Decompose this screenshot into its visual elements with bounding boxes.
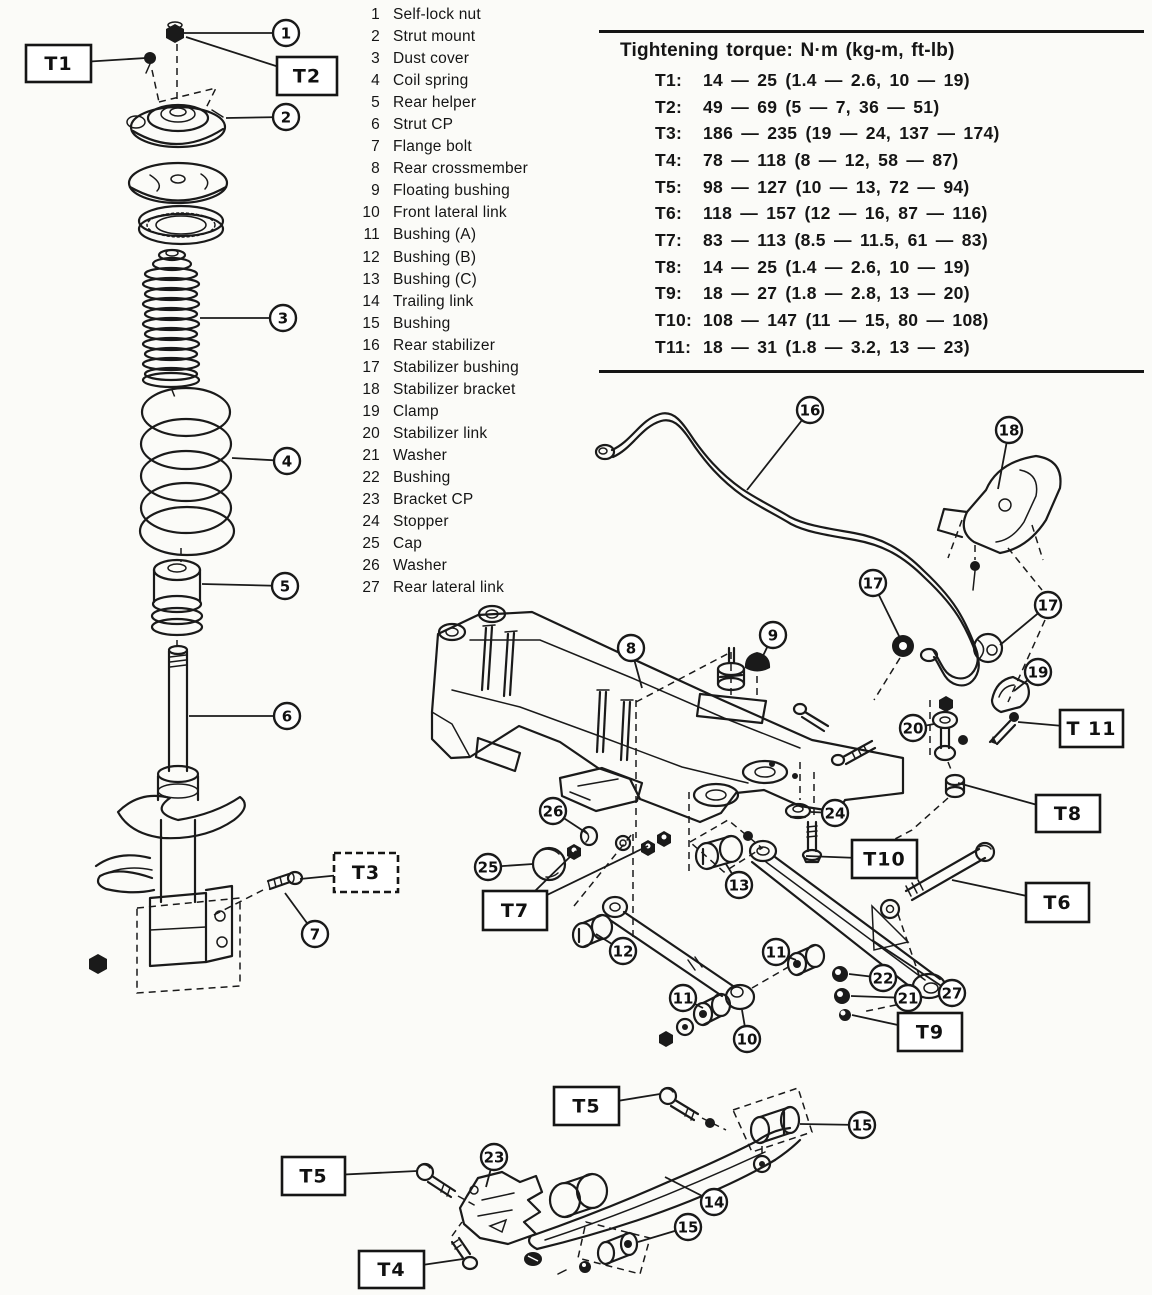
part-name: Floating bushing <box>393 182 510 200</box>
bushing-15a-drawing <box>733 1088 812 1172</box>
parts-list-item <box>354 467 528 489</box>
part-name: Bushing <box>393 314 451 332</box>
t5-left-bolt-drawing <box>417 1164 476 1206</box>
callout-number: 17 <box>1037 596 1059 615</box>
cap-drawing <box>533 848 565 880</box>
part-name: Bracket CP <box>393 491 474 509</box>
torque-label-text: T 11 <box>1066 718 1117 740</box>
strut-mount-drawing <box>127 105 225 147</box>
part-name: Front lateral link <box>393 204 507 222</box>
part-number: 4 <box>371 72 380 90</box>
part-number: 6 <box>371 116 380 134</box>
parts-list-item <box>354 48 528 70</box>
part-name: Flange bolt <box>393 138 472 156</box>
callout-number: 9 <box>767 626 779 645</box>
washer-26-drawing <box>567 827 671 860</box>
torque-row <box>655 307 1144 334</box>
parts-list-item <box>354 114 528 136</box>
parts-list-item <box>354 357 528 379</box>
callout-number: 7 <box>309 925 321 944</box>
parts-list <box>354 4 528 599</box>
part-name: Bushing <box>393 468 451 486</box>
torque-label-text: T10 <box>863 848 906 871</box>
parts-list-item <box>354 533 528 555</box>
torque-table-title: Tightening torque: N·m (kg-m, ft-lb) <box>620 40 955 61</box>
part-name: Cap <box>393 535 423 553</box>
floating-bushing-drawing <box>745 652 770 672</box>
callout-number: 25 <box>477 858 499 877</box>
part-number: 10 <box>362 204 380 222</box>
torque-row-value: 49 — 69 (5 — 7, 36 — 51) <box>703 96 940 117</box>
part-name: Trailing link <box>393 292 474 310</box>
clamp-drawing <box>990 677 1029 745</box>
part-name: Dust cover <box>393 50 470 68</box>
part-number: 20 <box>362 424 380 442</box>
part-number: 25 <box>362 535 380 553</box>
part-name: Rear helper <box>393 94 477 112</box>
part-number: 12 <box>362 248 380 266</box>
torque-row-label: T4: <box>655 149 683 170</box>
part-number: 15 <box>362 314 380 332</box>
part-number: 5 <box>371 94 380 112</box>
torque-row-value: 83 — 113 (8.5 — 11.5, 61 — 83) <box>703 229 988 250</box>
parts-list-item <box>354 401 528 423</box>
torque-row-value: 18 — 27 (1.8 — 2.8, 13 — 20) <box>703 283 970 304</box>
part-name: Rear lateral link <box>393 579 505 597</box>
torque-row-value: 98 — 127 (10 — 13, 72 — 94) <box>703 176 970 197</box>
torque-row <box>655 334 1144 361</box>
part-number: 11 <box>363 226 380 244</box>
torque-table <box>599 30 1144 373</box>
washer-stack-drawing <box>832 966 851 1021</box>
torque-label-text: T9 <box>915 1021 945 1044</box>
torque-label-text: T8 <box>1053 803 1083 825</box>
callout-number: 10 <box>736 1030 758 1049</box>
callout-number: 24 <box>824 804 846 823</box>
part-name: Strut CP <box>393 116 454 134</box>
callout-number: 23 <box>483 1148 505 1167</box>
part-name: Washer <box>393 557 448 575</box>
bushing-15b-drawing <box>558 1233 637 1274</box>
torque-row-label: T8: <box>655 256 683 277</box>
torque-row-value: 118 — 157 (12 — 16, 87 — 116) <box>703 203 988 224</box>
part-name: Washer <box>393 446 448 464</box>
torque-label-text: T7 <box>500 900 530 922</box>
torque-row-label: T1: <box>655 69 683 90</box>
part-name: Clamp <box>393 402 439 420</box>
part-number: 3 <box>371 50 380 68</box>
part-name: Stabilizer bracket <box>393 380 516 398</box>
parts-list-item <box>354 158 528 180</box>
stabilizer-bar-drawing <box>596 413 979 685</box>
torque-row-value: 186 — 235 (19 — 24, 137 — 174) <box>703 123 1000 144</box>
bushing-a2-drawing <box>788 945 824 975</box>
part-name: Self-lock nut <box>393 6 481 23</box>
callout-number: 15 <box>851 1116 873 1135</box>
parts-list-item <box>354 247 528 269</box>
callout-number: 6 <box>281 707 293 726</box>
t8-bushing-drawing <box>878 775 964 848</box>
torque-row-value: 18 — 31 (1.8 — 3.2, 13 — 23) <box>703 336 970 357</box>
torque-row-value: 78 — 118 (8 — 12, 58 — 87) <box>703 149 959 170</box>
part-number: 16 <box>362 336 380 354</box>
parts-list-item <box>354 202 528 224</box>
callout-number: 14 <box>703 1193 725 1212</box>
callout-number: 3 <box>277 309 289 328</box>
parts-list-item <box>354 136 528 158</box>
callout-number: 13 <box>728 876 750 895</box>
torque-row <box>655 174 1144 201</box>
parts-list-item <box>354 555 528 577</box>
torque-row-label: T11: <box>655 336 692 357</box>
callout-number: 1 <box>280 24 292 43</box>
callout-number: 11 <box>672 989 694 1008</box>
callout-number: 16 <box>799 401 821 420</box>
part-number: 23 <box>362 491 380 509</box>
torque-label-text: T4 <box>377 1259 406 1281</box>
part-name: Stabilizer bushing <box>393 358 519 376</box>
part-number: 7 <box>371 138 380 156</box>
part-name: Bushing (B) <box>393 248 477 266</box>
parts-list-item <box>354 577 528 599</box>
strut-drawing <box>89 646 263 993</box>
torque-table-rows <box>599 67 1144 361</box>
torque-label-text: T5 <box>299 1165 328 1188</box>
torque-row <box>655 94 1144 121</box>
part-name: Bushing (C) <box>393 270 478 288</box>
part-name: Rear stabilizer <box>393 336 496 354</box>
t5-right-bolt-drawing <box>660 1088 726 1130</box>
parts-list-item <box>354 445 528 467</box>
torque-row-value: 14 — 25 (1.4 — 2.6, 10 — 19) <box>703 256 970 277</box>
part-number: 26 <box>362 557 380 575</box>
parts-list-item <box>354 180 528 202</box>
small-bolt-drawing <box>769 704 875 767</box>
part-name: Stabilizer link <box>393 424 488 442</box>
torque-label-text: T3 <box>351 862 381 884</box>
torque-label-text: T1 <box>44 53 73 75</box>
part-name: Stopper <box>393 513 449 531</box>
torque-label-text: T6 <box>1043 892 1072 914</box>
stabilizer-bushing-drawing <box>874 634 1002 700</box>
torque-label-text: T2 <box>292 65 322 88</box>
part-number: 21 <box>362 446 380 464</box>
coil-spring-drawing <box>140 388 234 555</box>
part-number: 2 <box>371 28 380 46</box>
part-number: 22 <box>362 468 380 486</box>
torque-label-text: T5 <box>572 1095 601 1118</box>
parts-list-item <box>354 269 528 291</box>
parts-list-item <box>354 379 528 401</box>
callout-number: 17 <box>862 574 884 593</box>
flange-bolt-drawing <box>268 872 302 889</box>
callout-number: 8 <box>625 639 637 658</box>
callout-number: 18 <box>998 421 1020 440</box>
callout-number: 22 <box>872 969 894 988</box>
callout-number: 5 <box>279 577 291 596</box>
part-number: 1 <box>371 6 380 23</box>
bearing-drawing <box>139 206 223 244</box>
part-number: 9 <box>371 182 380 200</box>
part-number: 27 <box>362 579 380 597</box>
part-name: Bushing (A) <box>393 226 477 244</box>
torque-row-label: T5: <box>655 176 683 197</box>
stabilizer-link-drawing <box>930 696 968 772</box>
callout-number: 2 <box>280 108 292 127</box>
rear-helper-drawing <box>152 560 202 635</box>
parts-list-item <box>354 335 528 357</box>
parts-list-item <box>354 489 528 511</box>
callout-number: 12 <box>612 942 634 961</box>
torque-row <box>655 120 1144 147</box>
torque-row <box>655 254 1144 281</box>
torque-row-label: T2: <box>655 96 683 117</box>
torque-row-value: 108 — 147 (11 — 15, 80 — 108) <box>703 310 989 331</box>
torque-row <box>655 281 1144 308</box>
bushing-b-drawing <box>573 915 612 947</box>
part-name: Rear crossmember <box>393 160 528 178</box>
parts-list-item <box>354 70 528 92</box>
parts-list-item <box>354 423 528 445</box>
spring-seat-drawing <box>129 163 227 203</box>
part-number: 18 <box>362 380 380 398</box>
part-number: 14 <box>362 292 380 310</box>
part-number: 24 <box>362 513 380 531</box>
dust-cover-drawing <box>143 250 199 387</box>
torque-row-label: T9: <box>655 283 683 304</box>
torque-row-value: 14 — 25 (1.4 — 2.6, 10 — 19) <box>703 69 970 90</box>
callout-number: 20 <box>902 719 924 738</box>
callout-leader-line <box>747 410 810 490</box>
torque-row-label: T10: <box>655 310 693 331</box>
parts-list-item <box>354 224 528 246</box>
torque-row <box>655 147 1144 174</box>
part-number: 19 <box>362 402 380 420</box>
parts-list-item <box>354 291 528 313</box>
parts-list-item <box>354 26 528 48</box>
parts-list-item <box>354 313 528 335</box>
part-number: 17 <box>362 358 380 376</box>
crossmember-drawing <box>432 606 903 822</box>
parts-list-item <box>354 511 528 533</box>
torque-row-label: T3: <box>655 123 683 144</box>
torque-row <box>655 67 1144 94</box>
parts-list-item <box>354 92 528 114</box>
torque-row <box>655 200 1144 227</box>
parts-list-item <box>354 4 528 26</box>
part-name: Coil spring <box>393 72 469 90</box>
callout-number: 11 <box>765 943 787 962</box>
part-number: 13 <box>362 270 380 288</box>
callout-number: 27 <box>941 984 963 1003</box>
torque-row <box>655 227 1144 254</box>
torque-row-label: T6: <box>655 203 683 224</box>
callout-number: 15 <box>677 1218 699 1237</box>
callout-number: 21 <box>897 989 919 1008</box>
torque-row-label: T7: <box>655 229 683 250</box>
part-name: Strut mount <box>393 28 476 46</box>
callout-number: 26 <box>542 802 564 821</box>
callout-number: 4 <box>281 452 293 471</box>
trailing-link-drawing <box>529 1128 800 1249</box>
part-number: 8 <box>371 160 380 178</box>
stopper-drawing <box>786 804 810 818</box>
callout-number: 19 <box>1027 663 1049 682</box>
